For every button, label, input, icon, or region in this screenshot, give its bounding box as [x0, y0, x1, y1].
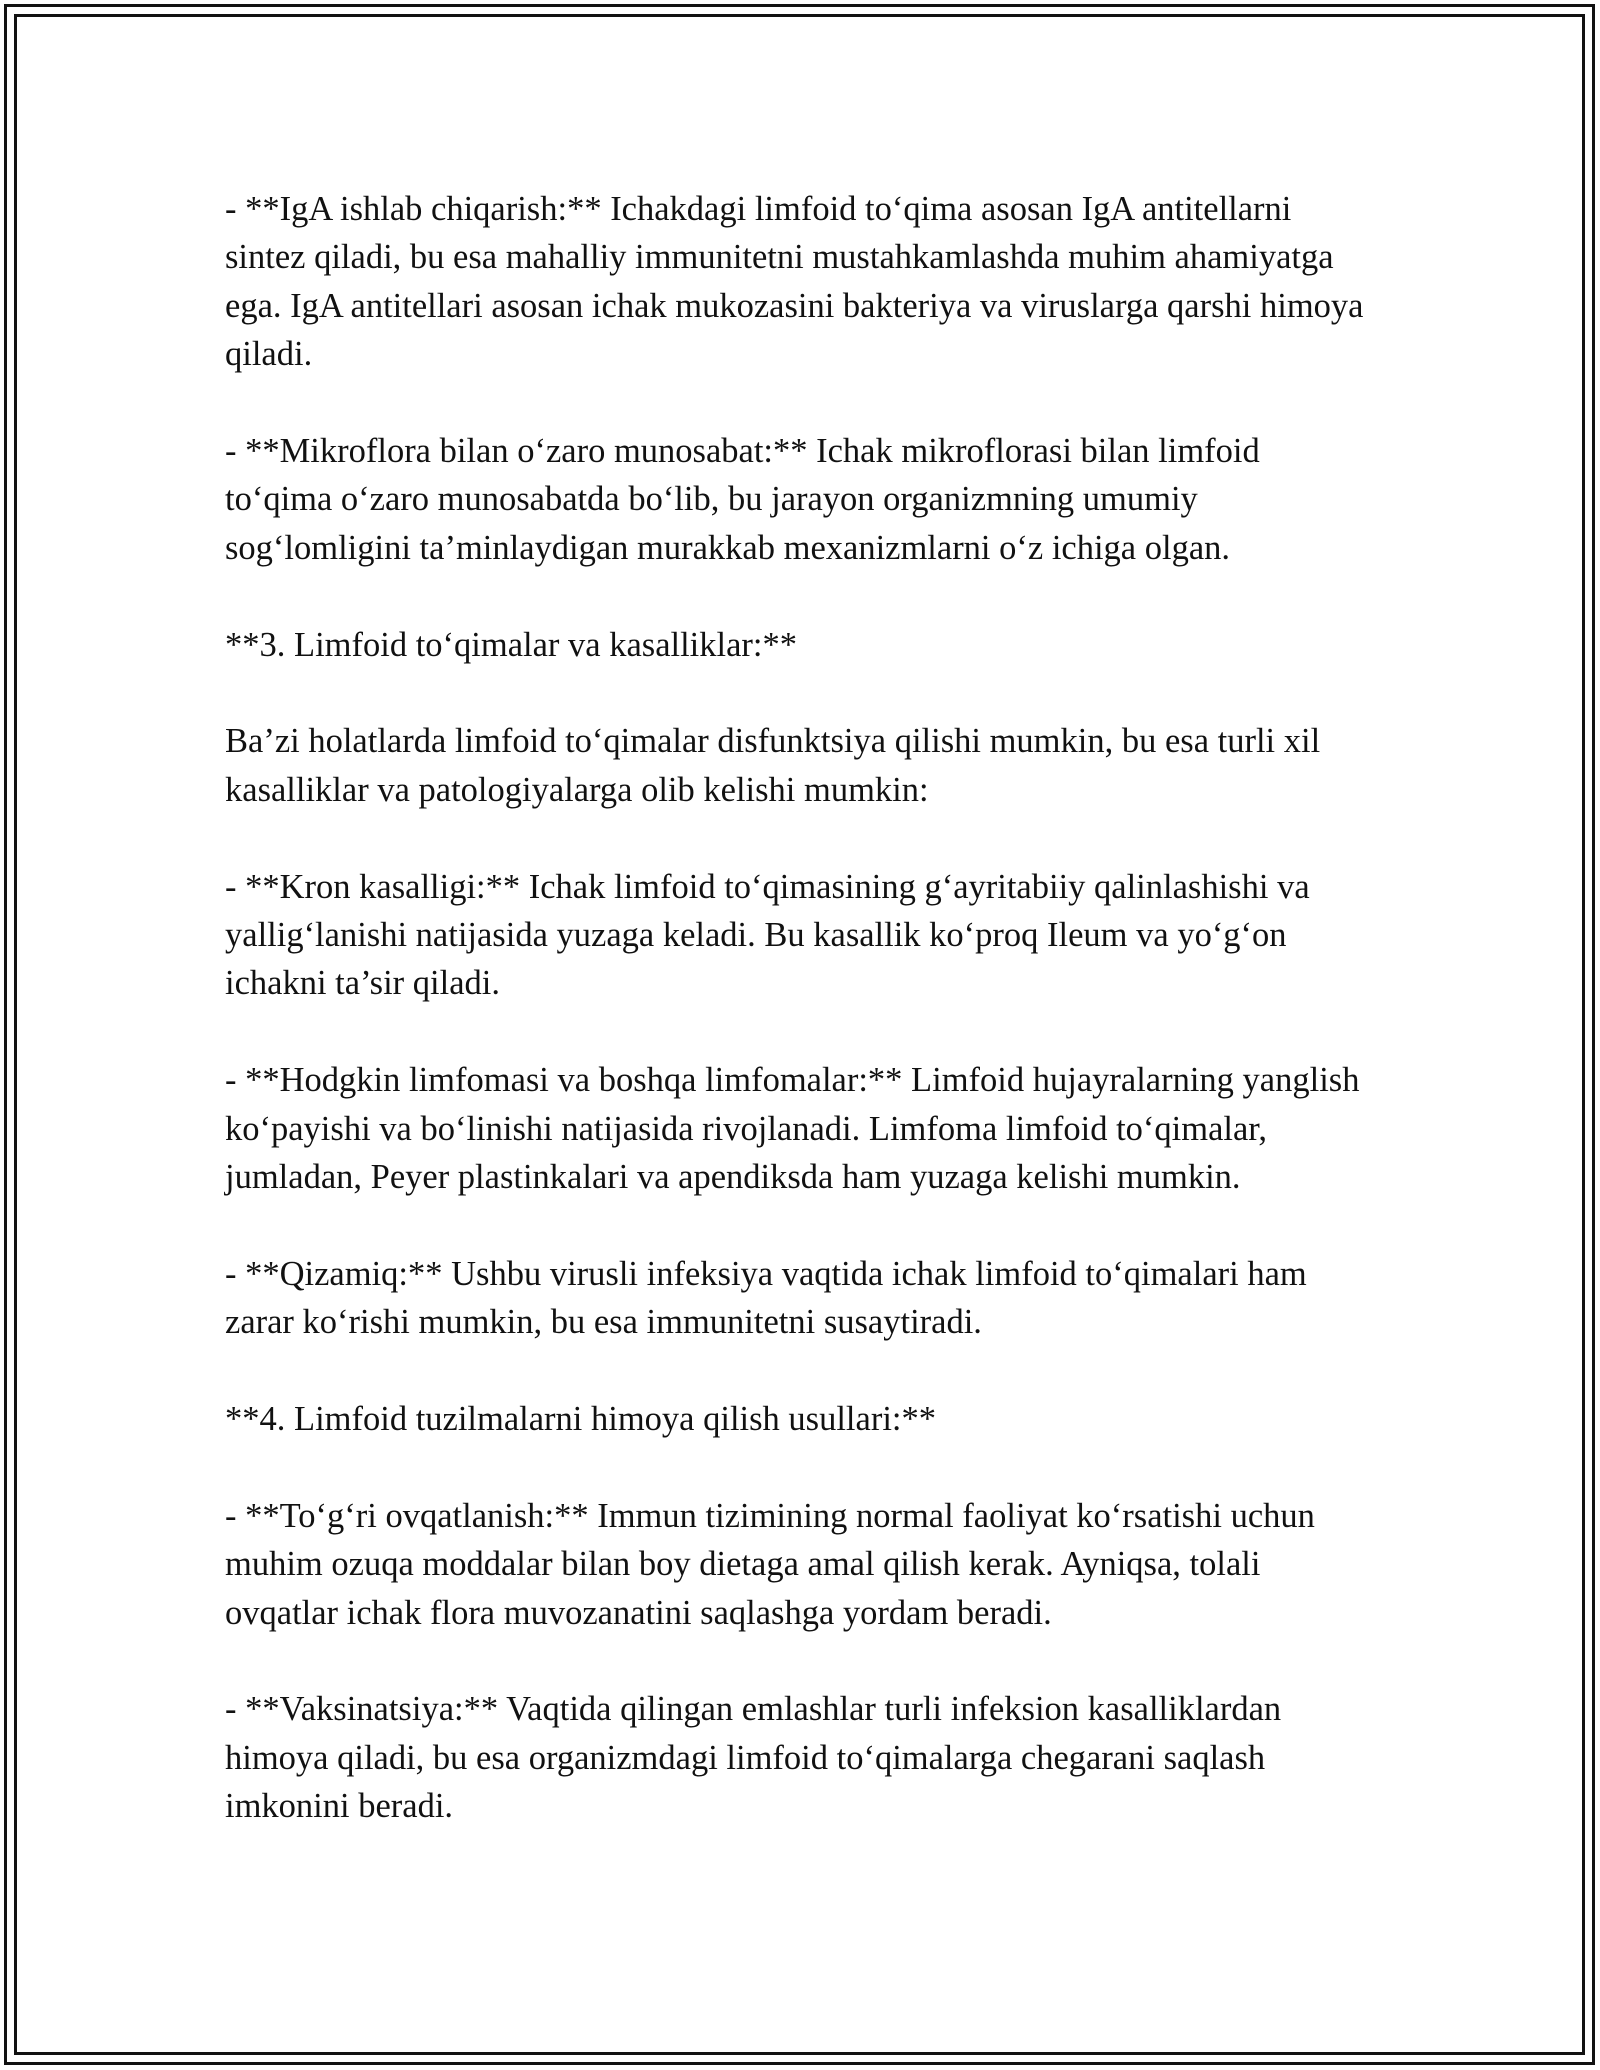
bullet-proper-nutrition: - **To‘g‘ri ovqatlanish:** Immun tizimining normal faoliyat ko‘rsatishi uchun muhim ozuqa moddalar bilan boy dietaga amal qilish kerak. Ayniqsa, tolali ovqatlar ichak flora muvozanatini saqlashga yordam beradi. — [225, 1496, 1315, 1632]
bullet-microflora-interaction: - **Mikroflora bilan o‘zaro munosabat:** Ichak mikroflorasi bilan limfoid to‘qima o‘zaro munosabatda bo‘lib, bu jarayon organizmning umumiy sog‘lomligini ta’minlaydigan murakkab mexanizmlarni o‘z ichiga olgan. — [225, 432, 1260, 567]
bullet-vaccination: - **Vaksinatsiya:** Vaqtida qilingan emlashlar turli infeksion kasalliklardan himoya qiladi, bu esa organizmdagi limfoid to‘qimalarga chegarani saqlash imkonini beradi. — [225, 1690, 1282, 1826]
bullet-crohn-disease: - **Kron kasalligi:** Ichak limfoid to‘qimasining g‘ayritabiiy qalinlashishi va yallig‘lanishi natijasida yuzaga keladi. Bu kasallik ko‘proq Ileum va yo‘g‘on ichakni ta’sir qiladi. — [225, 867, 1310, 1003]
section-heading-3: **3. Limfoid to‘qimalar va kasalliklar:** — [225, 625, 797, 664]
document-body — [225, 185, 1375, 1831]
bullet-measles: - **Qizamiq:** Ushbu virusli infeksiya vaqtida ichak limfoid to‘qimalari ham zarar ko‘rishi mumkin, bu esa immunitetni susaytiradi. — [225, 1254, 1307, 1342]
intro-paragraph-diseases: Ba’zi holatlarda limfoid to‘qimalar disfunktsiya qilishi mumkin, bu esa turli xil kasalliklar va patologiyalarga olib kelishi mumkin: — [225, 722, 1321, 809]
bullet-iga-production: - **IgA ishlab chiqarish:** Ichakdagi limfoid to‘qima asosan IgA antitellarni sintez qiladi, bu esa mahalliy immunitetni mustahkamlashda muhim ahamiyatga ega. IgA antitellari asosan ichak mukozasini bakteriya va viruslarga qarshi himoya qiladi. — [225, 190, 1364, 374]
bullet-hodgkin-lymphoma: - **Hodgkin limfomasi va boshqa limfomalar:** Limfoid hujayralarning yanglish ko‘payishi va bo‘linishi natijasida rivojlanadi. Limfoma limfoid to‘qimalar, jumladan, Peyer plastinkalari va apendiksda ham yuzaga kelishi mumkin. — [225, 1061, 1360, 1197]
section-heading-4: **4. Limfoid tuzilmalarni himoya qilish usullari:** — [225, 1400, 936, 1439]
